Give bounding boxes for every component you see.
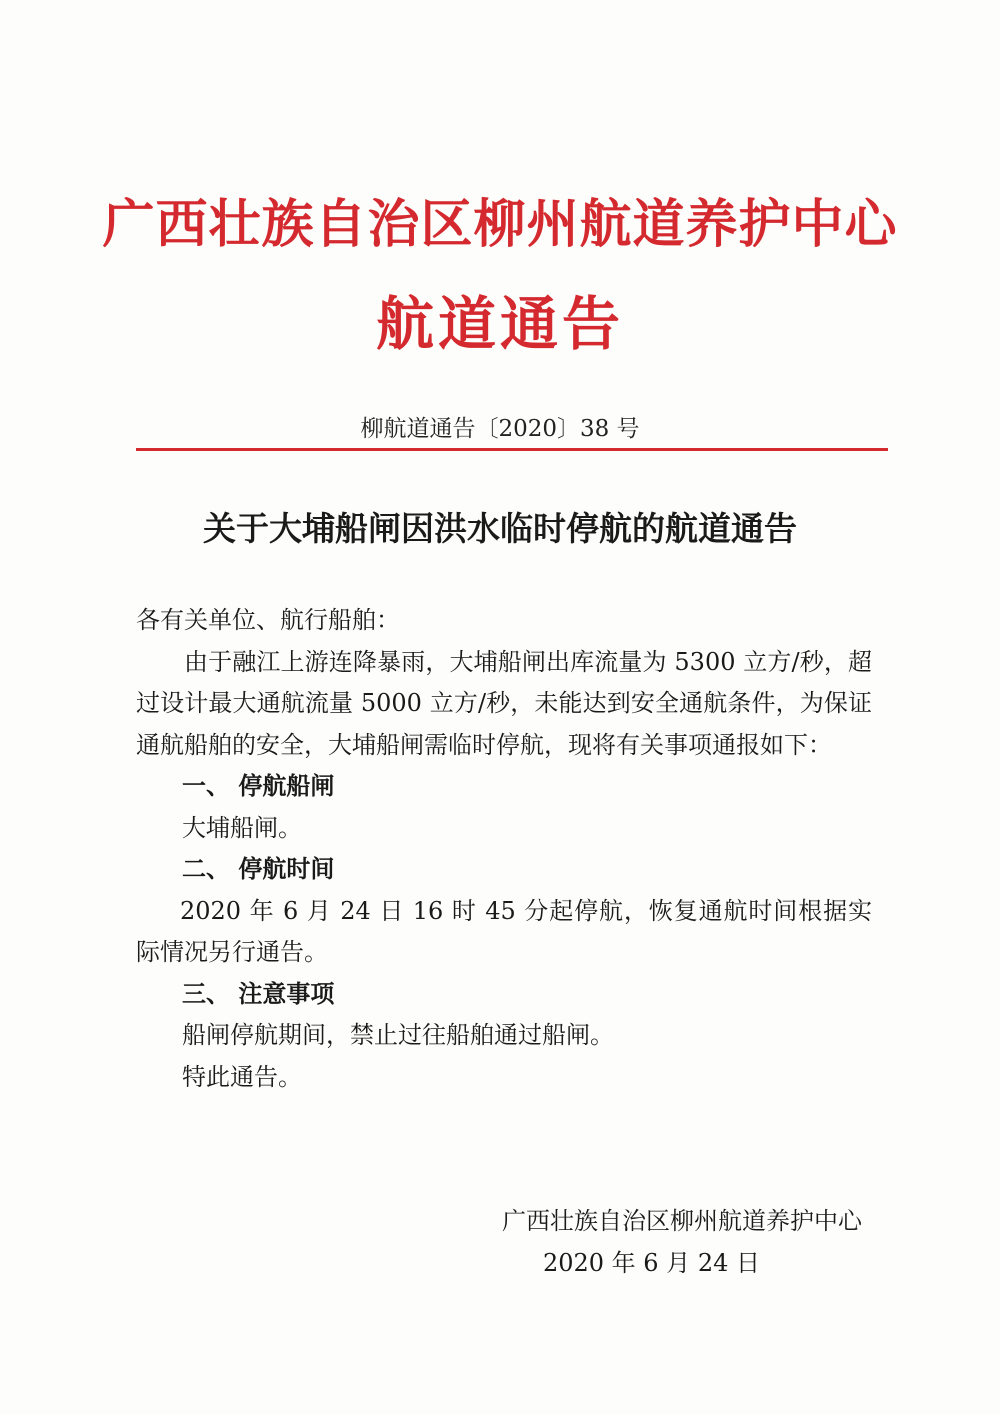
section-heading-lock: 一、 停航船闸 [182,772,335,800]
notice-title: 关于大埔船闸因洪水临时停航的航道通告 [203,509,797,548]
intro-paragraph: 由于融江上游连降暴雨，大埔船闸出库流量为 5300 立方/秒，超过设计最大通航流量 5000 立方/秒，未能达到安全通航条件，为保证通航船舶的安全，大埔船闸需临时停航，现将有关事项通报如下： [136,647,872,759]
section-content-lock: 大埔船闸。 [182,813,302,842]
notice-body [136,600,872,1098]
document-number: 柳航道通告〔2020〕38 号 [360,416,640,442]
closing-line: 特此通告。 [182,1062,302,1091]
salutation: 各有关单位、航行船舶： [136,606,400,634]
section-content-time: 2020 年 6 月 24 日 16 时 45 分起停航，恢复通航时间根据实际情况另行通告。 [136,896,872,966]
section-heading-notes: 三、 注意事项 [182,979,335,1008]
issuing-organization-header: 广西壮族自治区柳州航道养护中心 [102,195,898,255]
section-heading-time: 二、 停航时间 [182,855,335,883]
red-divider-line [136,448,888,451]
document-type-header: 航道通告 [375,290,624,358]
signature-date: 2020 年 6 月 24 日 [542,1249,760,1277]
signature-block [440,1200,880,1284]
section-content-notes: 船闸停航期间，禁止过往船舶通过船闸。 [182,1021,614,1049]
signature-organization: 广西壮族自治区柳州航道养护中心 [502,1207,862,1235]
